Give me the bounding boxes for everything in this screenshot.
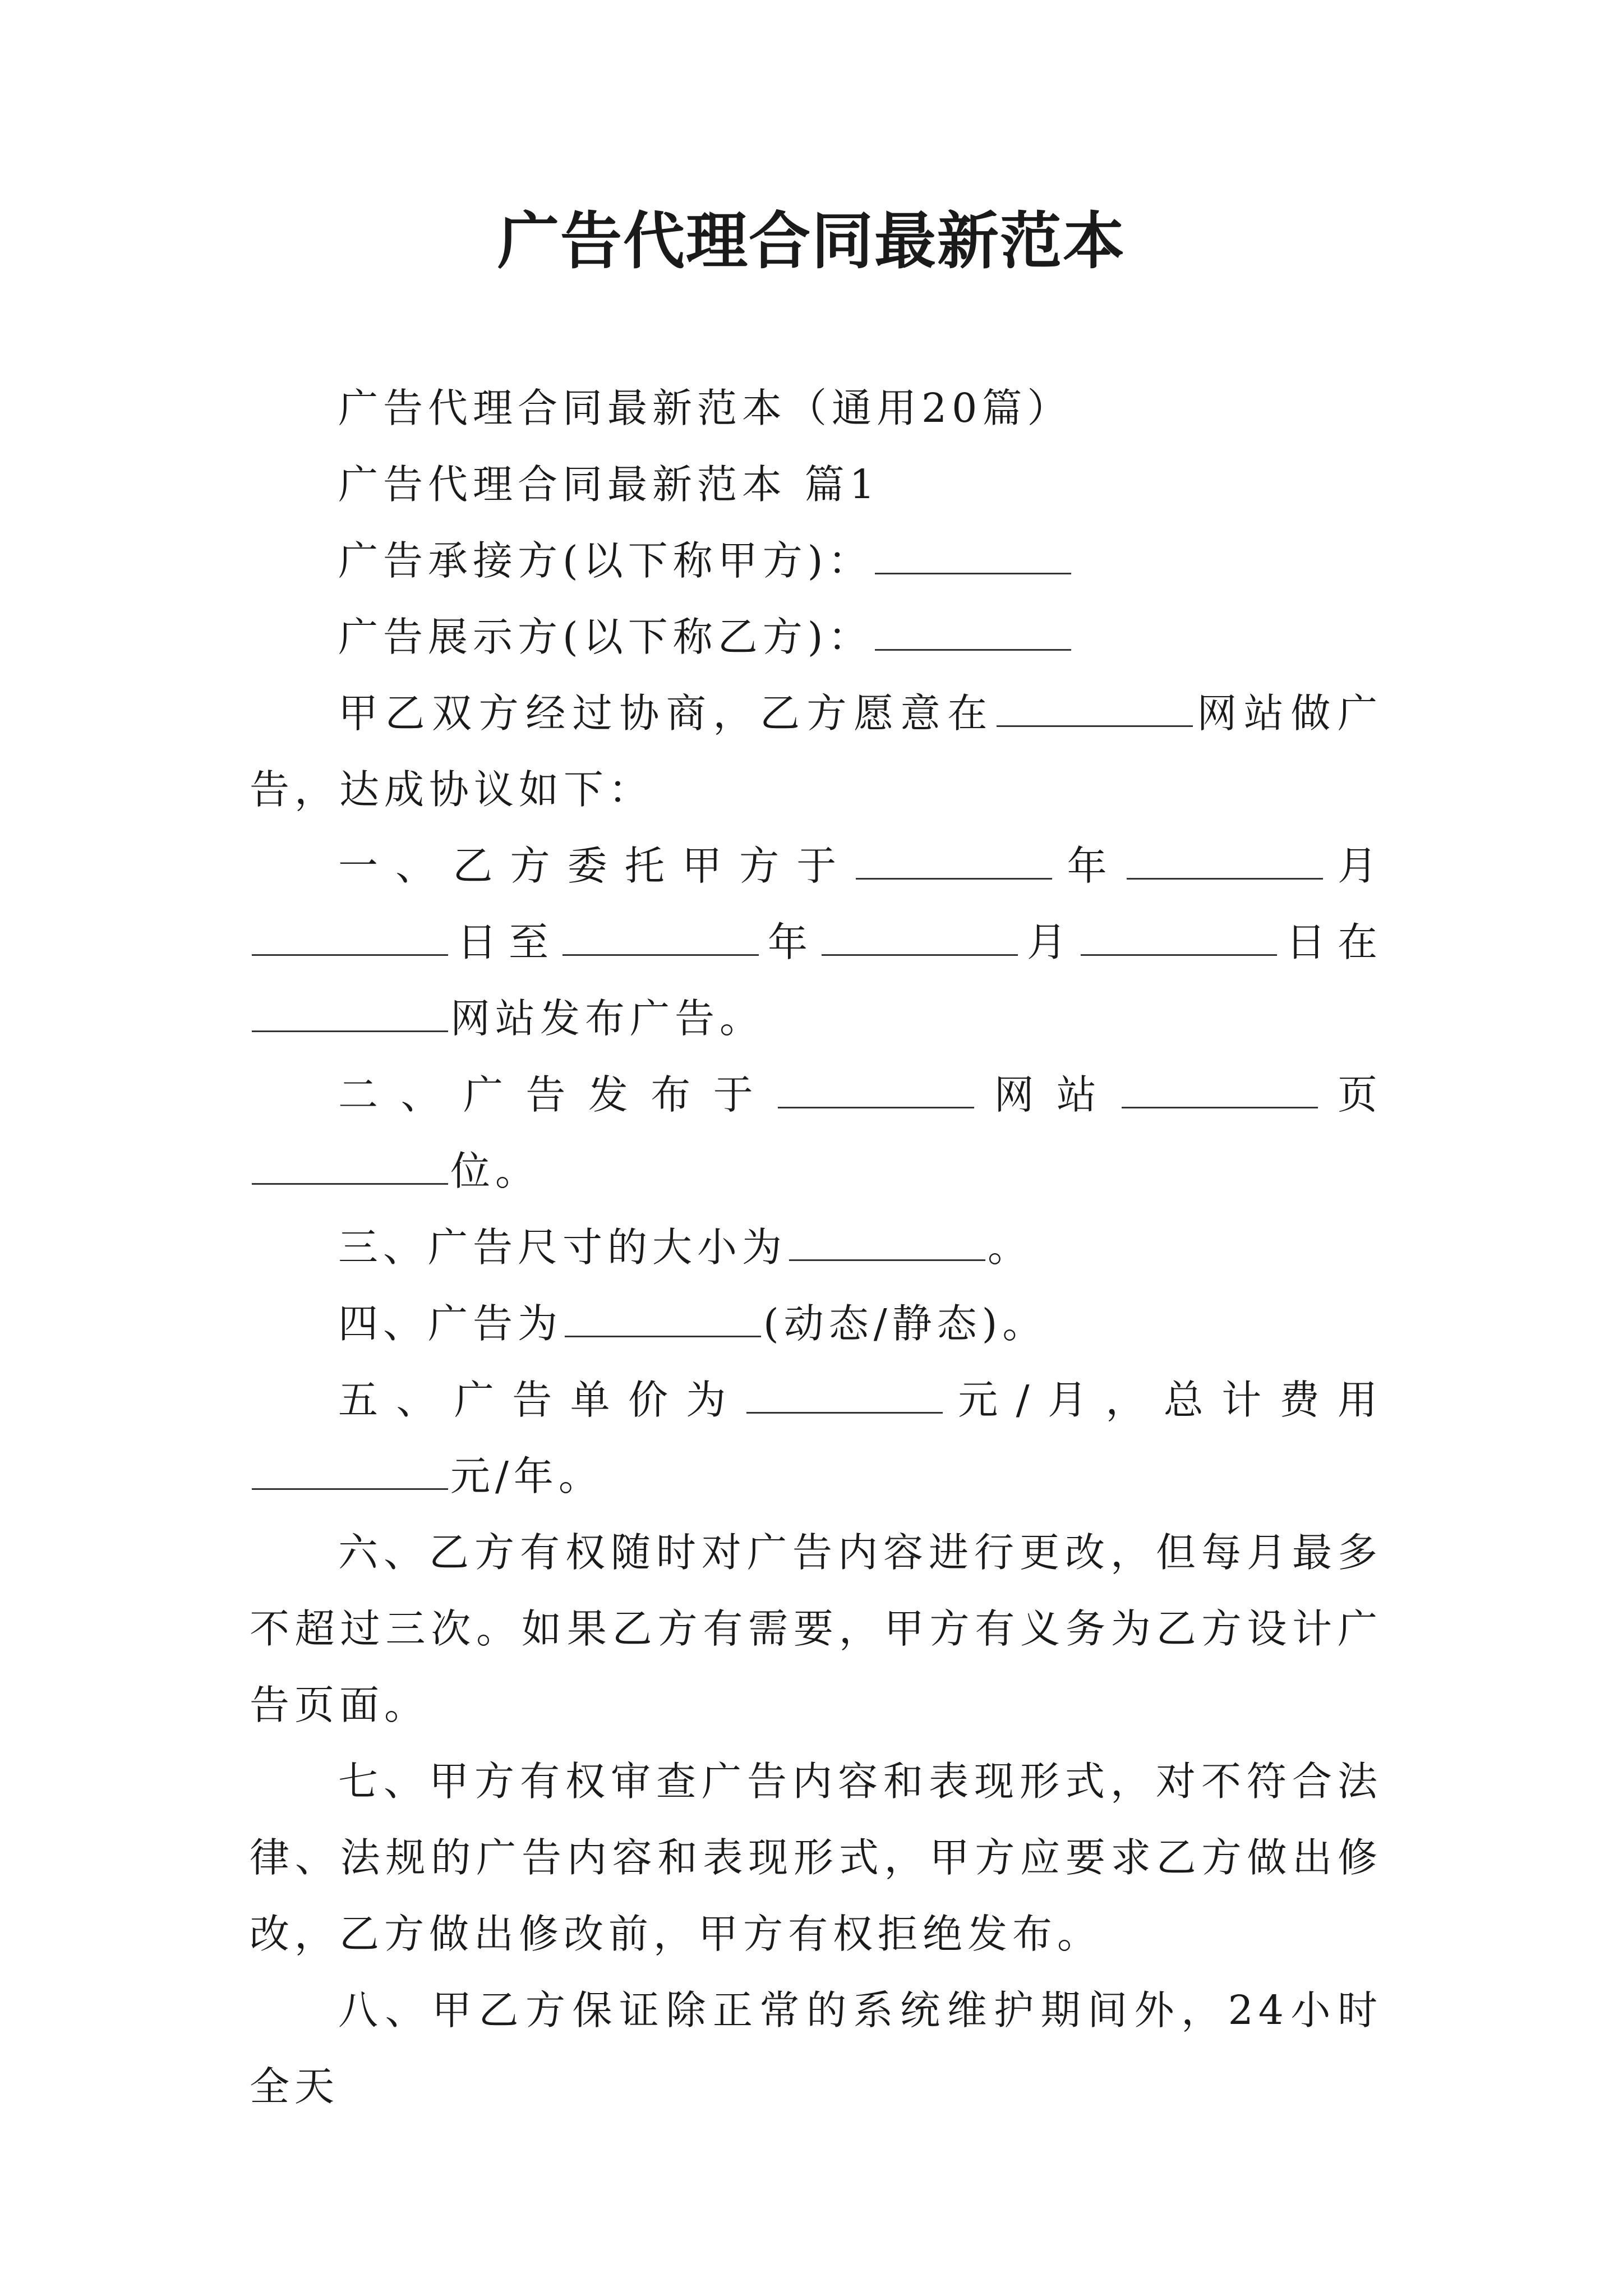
site-blank bbox=[252, 994, 448, 1032]
clause-5-text: 元/月，总计费用 bbox=[944, 1377, 1382, 1423]
clause-4 bbox=[250, 1286, 1382, 1362]
party-b-blank bbox=[875, 613, 1071, 651]
end-year-blank bbox=[562, 918, 759, 956]
clause-1-text: 年 bbox=[760, 919, 819, 965]
clause-5-text: 元/年。 bbox=[450, 1453, 603, 1499]
total-fee-blank bbox=[252, 1452, 448, 1490]
party-a-line bbox=[250, 523, 1382, 599]
clause-1 bbox=[250, 828, 1382, 1057]
clause-3-text: 。 bbox=[988, 1224, 1033, 1271]
clause-4-text: 四、广告为 bbox=[338, 1300, 563, 1347]
clause-1-text: 年 bbox=[1054, 843, 1124, 889]
intro-text-1: 甲乙双方经过协商，乙方愿意在 bbox=[338, 690, 994, 737]
clause-3 bbox=[250, 1209, 1382, 1286]
clause-1-text: 网站发布广告。 bbox=[450, 995, 765, 1042]
clause-1-text: 日至 bbox=[450, 919, 560, 965]
clause-1-text: 月 bbox=[1020, 919, 1078, 965]
clause-3-text: 三、广告尺寸的大小为 bbox=[338, 1224, 787, 1271]
subtitle: 广告代理合同最新范本（通用20篇） bbox=[338, 385, 1072, 431]
clause-5-text: 五、广告单价为 bbox=[338, 1377, 744, 1423]
site-name-blank bbox=[778, 1070, 974, 1108]
ad-type-blank bbox=[565, 1299, 761, 1337]
clause-8: 八、甲乙方保证除正常的系统维护期间外，24小时全天 bbox=[250, 1987, 1382, 2110]
intro-text-2: 网站做广告，达成协议如下： bbox=[250, 690, 1382, 813]
clause-6: 六、乙方有权随时对广告内容进行更改，但每月最多不超过三次。如果乙方有需要，甲方有义务为乙方设计广告页面。 bbox=[250, 1529, 1382, 1728]
end-month-blank bbox=[822, 918, 1018, 956]
clause-1-text: 一、乙方委托甲方于 bbox=[338, 843, 854, 889]
start-day-blank bbox=[252, 918, 448, 956]
clause-2-text: 网站 bbox=[976, 1071, 1119, 1118]
clause-5 bbox=[250, 1362, 1382, 1515]
party-b-line bbox=[250, 599, 1382, 675]
start-month-blank bbox=[1127, 841, 1323, 880]
party-a-blank bbox=[875, 536, 1071, 574]
unit-price-blank bbox=[746, 1375, 943, 1414]
clause-2-text: 二、广告发布于 bbox=[338, 1071, 776, 1118]
start-year-blank bbox=[856, 841, 1052, 880]
section-heading: 广告代理合同最新范本 篇1 bbox=[338, 461, 880, 508]
clause-4-text: (动态/静态)。 bbox=[763, 1300, 1048, 1347]
party-b-label: 广告展示方(以下称乙方)： bbox=[338, 614, 873, 660]
ad-size-blank bbox=[789, 1223, 985, 1261]
document-body bbox=[250, 370, 1382, 2125]
end-day-blank bbox=[1081, 918, 1277, 956]
clause-2-text: 位。 bbox=[450, 1148, 541, 1194]
page-blank bbox=[1122, 1070, 1318, 1108]
clause-2 bbox=[250, 1057, 1382, 1209]
website-blank bbox=[997, 689, 1193, 727]
clause-1-text: 月 bbox=[1325, 843, 1382, 889]
clause-2-text: 页 bbox=[1320, 1071, 1382, 1118]
document-title: 广告代理合同最新范本 bbox=[497, 205, 1126, 277]
intro-paragraph bbox=[250, 675, 1382, 828]
party-a-label: 广告承接方(以下称甲方)： bbox=[338, 537, 873, 584]
clause-7: 七、甲方有权审查广告内容和表现形式，对不符合法律、法规的广告内容和表现形式，甲方应要求乙方做出修改，乙方做出修改前，甲方有权拒绝发布。 bbox=[250, 1758, 1382, 1957]
position-blank bbox=[252, 1147, 448, 1185]
clause-1-text: 日在 bbox=[1279, 919, 1382, 965]
